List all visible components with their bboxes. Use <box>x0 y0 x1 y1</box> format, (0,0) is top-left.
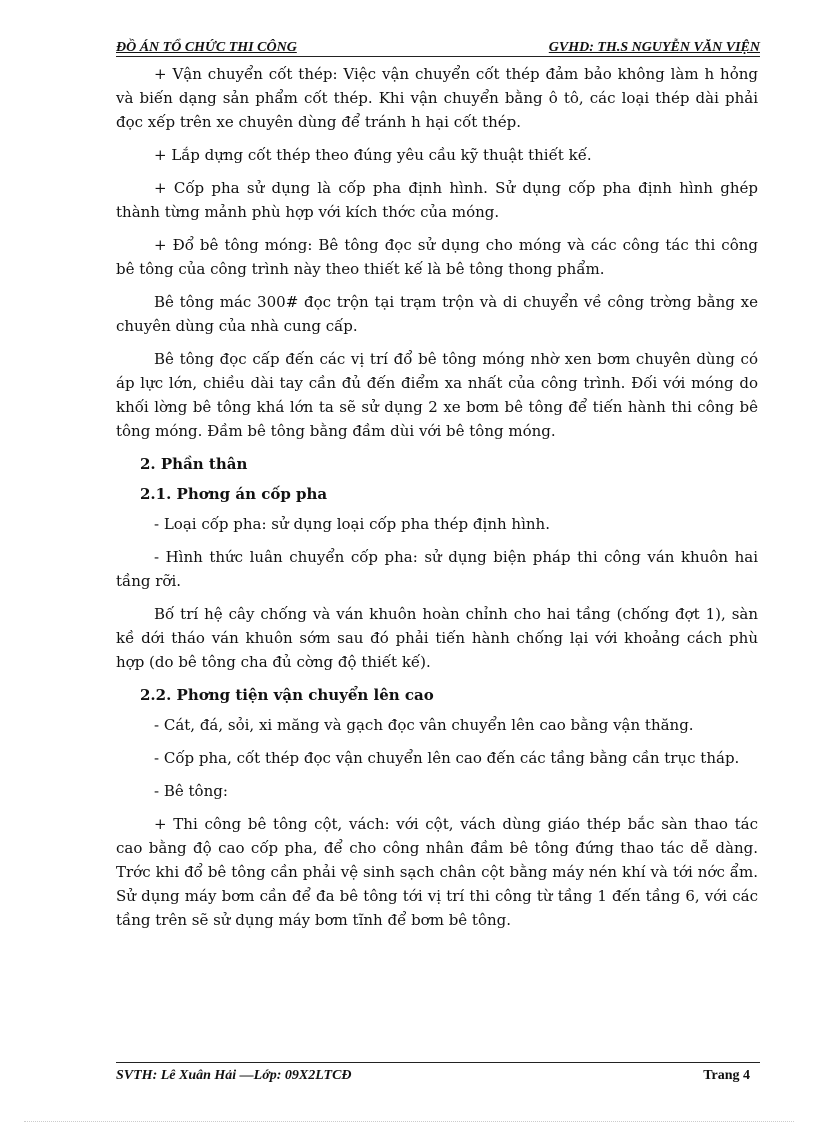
paragraph: + Cốp pha sử dụng là cốp pha định hình. Sử dụng cốp pha định hình ghép thành từng mảnh phù hợp với kích thớc của móng. <box>116 179 758 221</box>
paragraph: Bố trí hệ cây chống và ván khuôn hoàn chỉnh cho hai tầng (chống đợt 1), sàn kề dới tháo ván khuôn sớm sau đó phải tiến hành chống lại với khoảng cách phù hợp (do bê tông cha đủ cờng độ thiết kế). <box>116 605 758 671</box>
page-edge <box>24 1121 794 1122</box>
paragraph: Bê tông đọc cấp đến các vị trí đổ bê tông móng nhờ xen bơm chuyên dùng có áp lực lớn, chiều dài tay cần đủ đến điểm xa nhất của công trình. Đối với móng do khối lờng bê tông khá lớn ta sẽ sử dụng 2 xe bơm bê tông để tiến hành thi công bê tông móng. Đầm bê tông bằng đầm dùi với bê tông móng. <box>116 350 758 440</box>
paragraph: Bê tông mác 300# đọc trộn tại trạm trộn và di chuyển về công trờng bằng xe chuyên dùng của nhà cung cấp. <box>116 293 758 335</box>
page-number: Trang 4 <box>703 1068 750 1083</box>
page-header <box>116 40 760 57</box>
paragraph: - Bê tông: <box>154 782 228 800</box>
paragraph: + Thi công bê tông cột, vách: với cột, vách dùng giáo thép bắc sàn thao tác cao bằng độ cao cốp pha, để cho công nhân đầm bê tông đứng thao tác dễ dàng. Trớc khi đổ bê tông cần phải vệ sinh sạch chân cột bằng máy nén khí và tới nớc ẩm. Sử dụng máy bơm cần để đa bê tông tới vị trí thi công từ tầng 1 đến tầng 6, với các tầng trên sẽ sử dụng máy bơm tĩnh để bơm bê tông. <box>116 815 758 929</box>
paragraph: + Lắp dựng cốt thép theo đúng yêu cầu kỹ thuật thiết kế. <box>154 146 592 164</box>
document-body <box>116 62 758 941</box>
footer-author: SVTH: Lê Xuân Hải —Lớp: 09X2LTCĐ <box>116 1068 352 1083</box>
section-heading: 2. Phần thân <box>140 455 248 473</box>
paragraph: - Loại cốp pha: sử dụng loại cốp pha thép định hình. <box>154 515 550 533</box>
subsection-heading: 2.1. Phơng án cốp pha <box>140 485 328 503</box>
paragraph: + Vận chuyển cốt thép: Việc vận chuyển cốt thép đảm bảo không làm h hỏng và biến dạng sản phẩm cốt thép. Khi vận chuyển bằng ô tô, các loại thép dài phải đọc xếp trên xe chuyên dùng để tránh h hại cốt thép. <box>116 65 758 131</box>
subsection-heading: 2.2. Phơng tiện vận chuyển lên cao <box>140 686 434 704</box>
paragraph: + Đổ bê tông móng: Bê tông đọc sử dụng cho móng và các công tác thi công bê tông của công trình này theo thiết kế là bê tông thong phẩm. <box>116 236 758 278</box>
paragraph: - Hình thức luân chuyển cốp pha: sử dụng biện pháp thi công ván khuôn hai tầng rỡi. <box>116 548 758 590</box>
header-advisor: GVHD: TH.S NGUYỄN VĂN VIỆN <box>548 40 760 55</box>
header-title: ĐỒ ÁN TỔ CHỨC THI CÔNG <box>116 40 297 55</box>
footer-divider <box>116 1062 760 1063</box>
paragraph: - Cốp pha, cốt thép đọc vận chuyển lên cao đến các tầng bằng cần trục tháp. <box>154 749 740 767</box>
paragraph: - Cát, đá, sỏi, xi măng và gạch đọc vân chuyển lên cao bằng vận thăng. <box>154 716 694 734</box>
